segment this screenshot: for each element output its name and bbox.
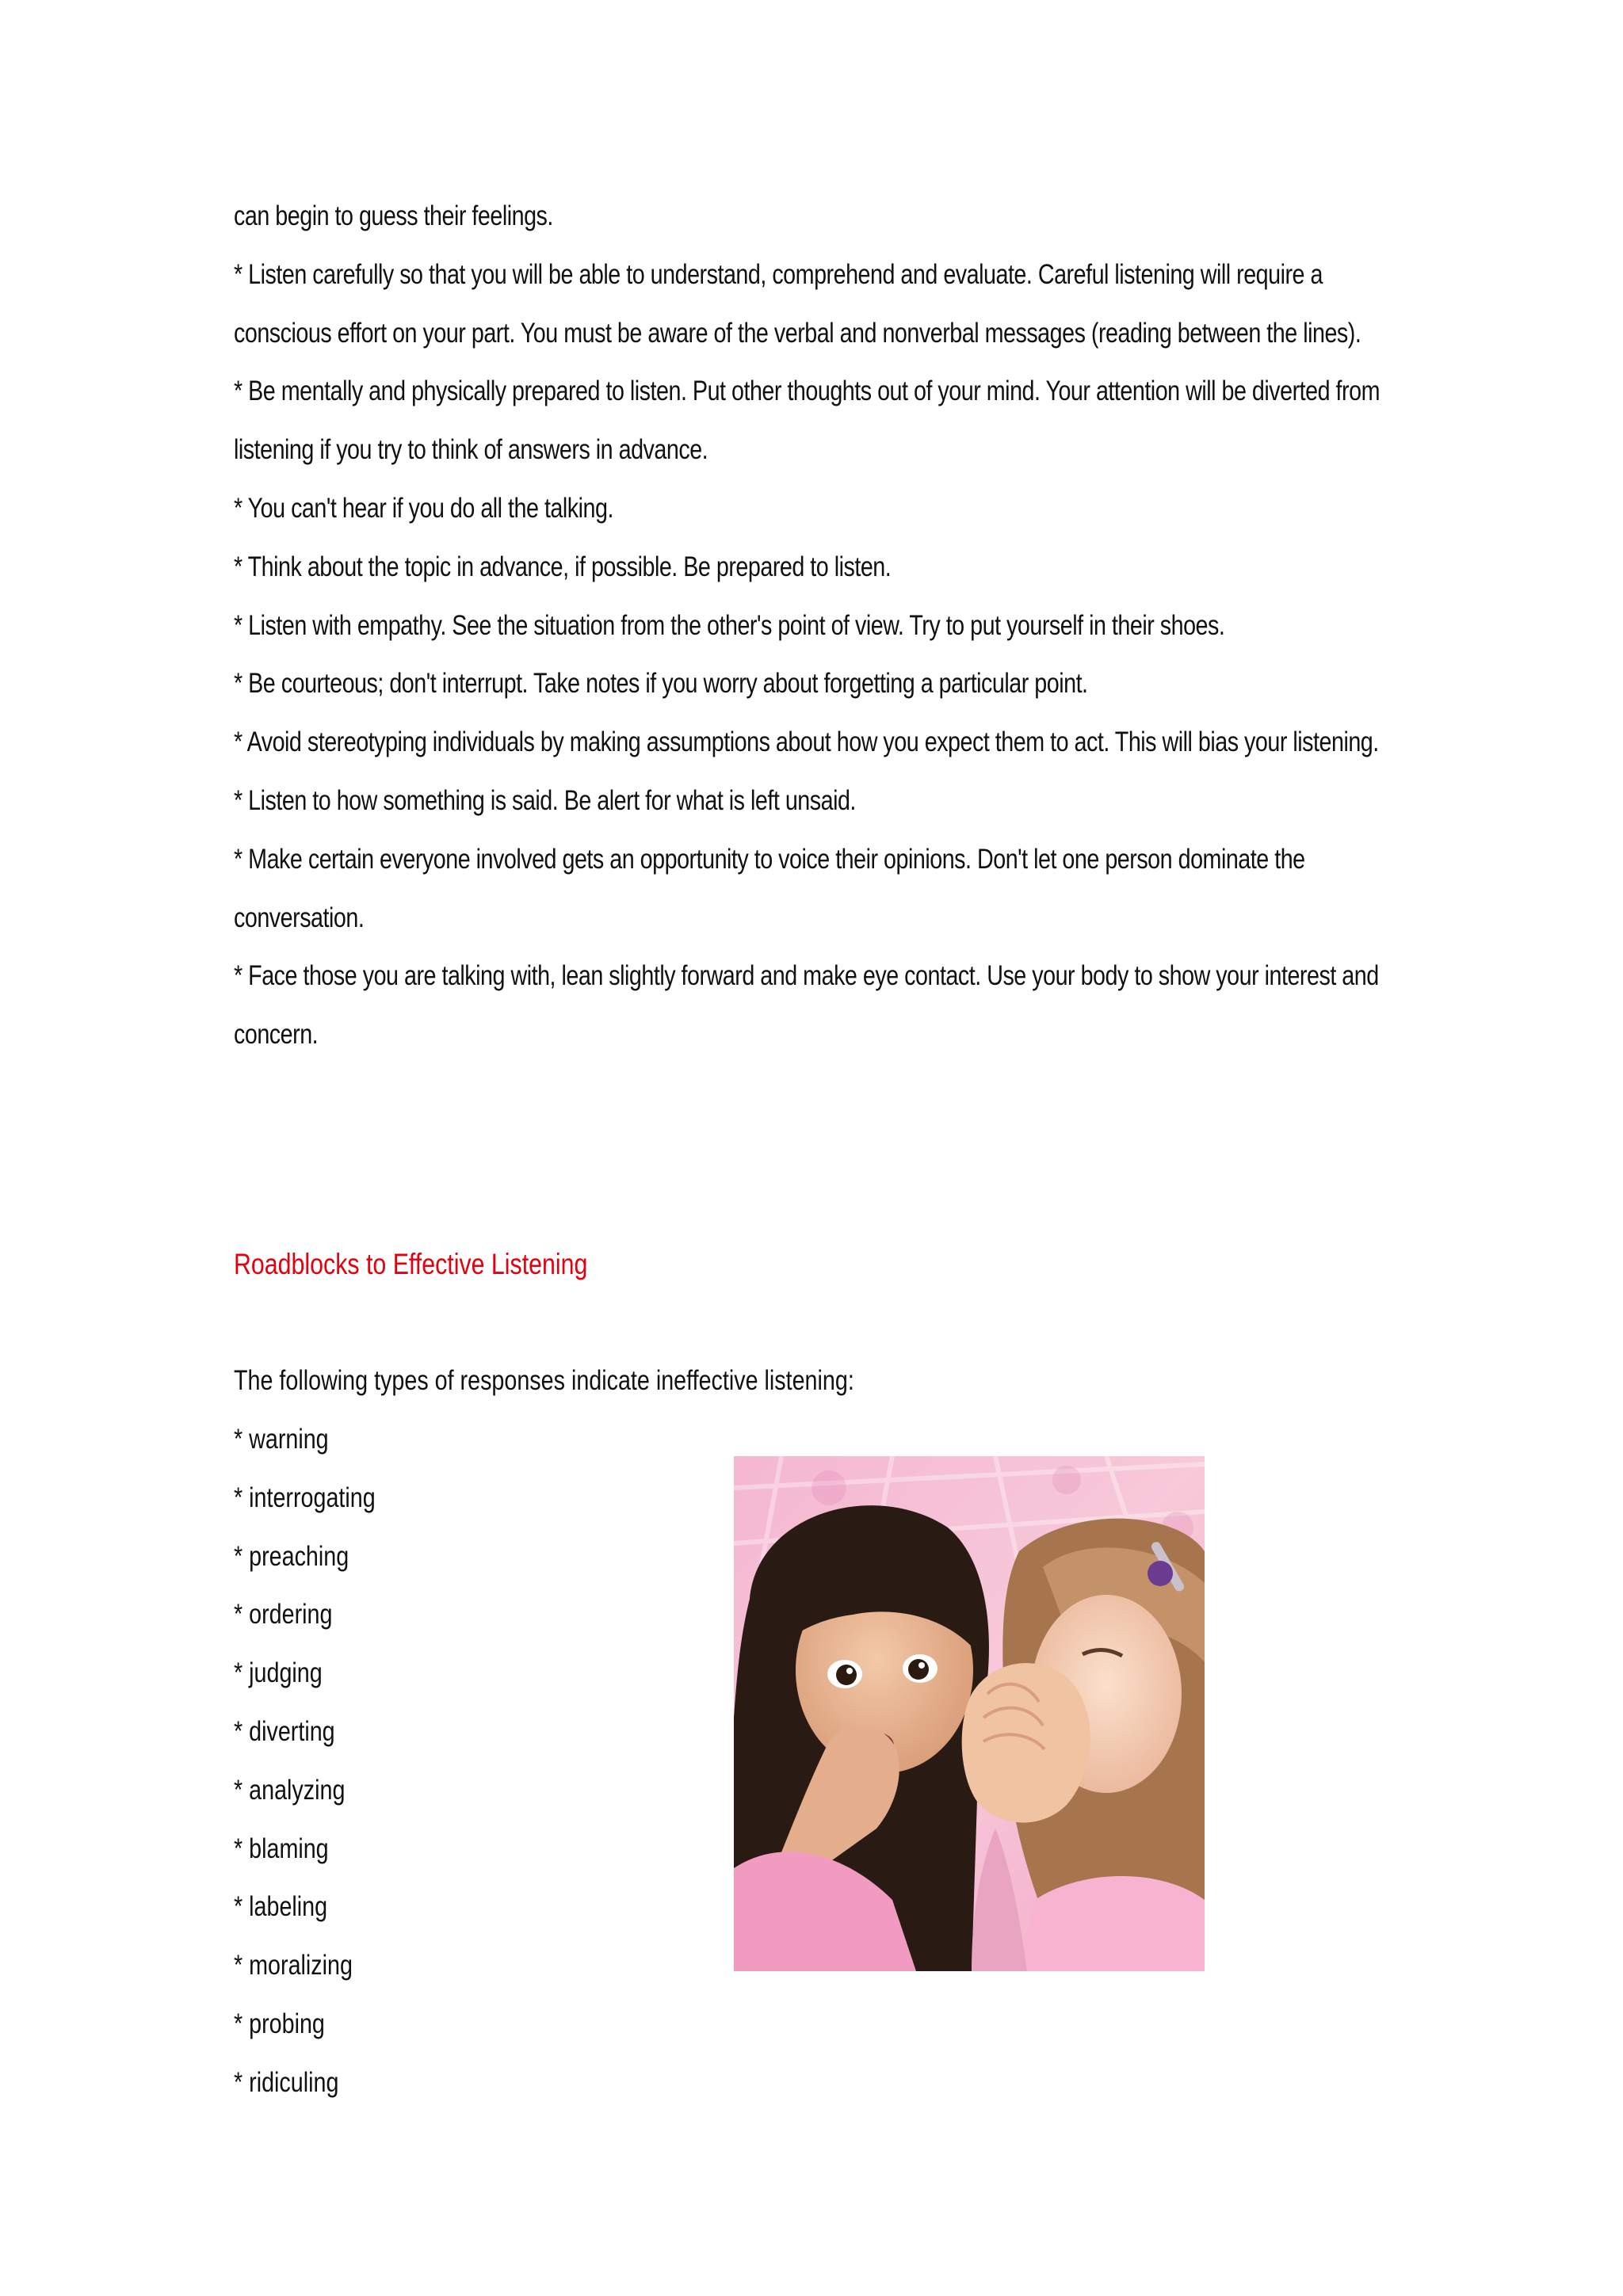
list-item: * blaming (234, 1833, 329, 1864)
tip-face-speaker: * Face those you are talking with, lean slightly forward and make eye contact. Use your body to show your interest and concern. (234, 960, 1379, 1051)
list-item: * warning (234, 1424, 329, 1455)
list-item: * preaching (234, 1540, 349, 1572)
list-item: * ordering (234, 1599, 333, 1630)
tip-courteous: * Be courteous; don't interrupt. Take notes if you worry about forgetting a particular point. (234, 668, 1088, 700)
ineffective-responses-list (234, 1410, 407, 2112)
list-item: * probing (234, 2008, 325, 2039)
list-item: * diverting (234, 1715, 335, 1747)
tips-body (234, 187, 1399, 1064)
tip-empathy: * Listen with empathy. See the situation from the other's point of view. Try to put yourself in their shoes. (234, 609, 1225, 641)
tip-listen-carefully: * Listen carefully so that you will be able to understand, comprehend and evaluate. Careful listening will require a conscious effort on your part. You must be aware of the verbal and nonverbal messages (reading between the lines). (234, 258, 1361, 349)
two-girls-whispering-photo (734, 1456, 1205, 1971)
tip-how-said: * Listen to how something is said. Be alert for what is left unsaid. (234, 784, 856, 816)
list-item: * moralizing (234, 1950, 353, 1981)
section-heading: Roadblocks to Effective Listening (234, 1248, 588, 1280)
tip-everyone-voice: * Make certain everyone involved gets an opportunity to voice their opinions. Don't let one person dominate the conversation. (234, 843, 1305, 933)
roadblocks-intro: The following types of responses indicate ineffective listening: (234, 1365, 854, 1396)
list-item: * interrogating (234, 1482, 376, 1513)
tip-dont-talk: * You can't hear if you do all the talking. (234, 492, 613, 524)
tip-think-topic: * Think about the topic in advance, if possible. Be prepared to listen. (234, 551, 892, 582)
tip-be-prepared: * Be mentally and physically prepared to listen. Put other thoughts out of your mind. Your attention will be diverted from listening if you try to think of answers in advance. (234, 376, 1380, 466)
list-item: * analyzing (234, 1774, 346, 1806)
tip-avoid-stereotyping: * Avoid stereotyping individuals by making assumptions about how you expect them to act. This will bias your listening. (234, 727, 1379, 758)
list-item: * labeling (234, 1891, 328, 1923)
list-item: * ridiculing (234, 2066, 339, 2098)
list-item: * judging (234, 1657, 323, 1689)
paragraph-continuation: can begin to guess their feelings. (234, 200, 553, 231)
